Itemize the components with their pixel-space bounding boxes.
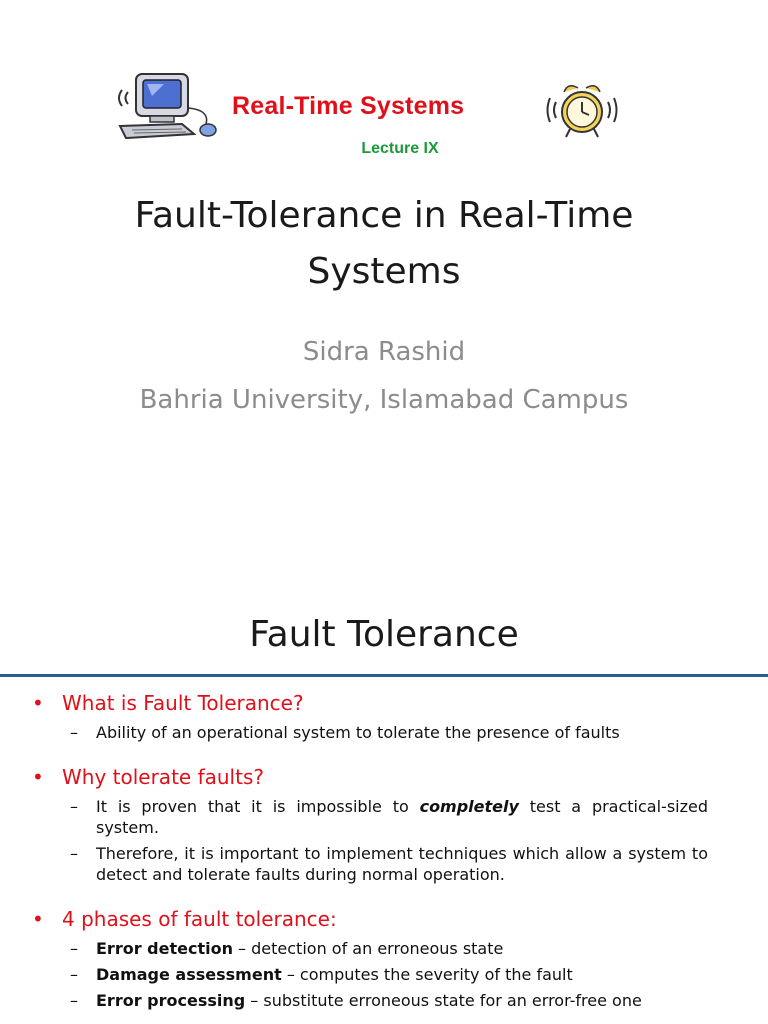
sub-bullet — [30, 938, 708, 959]
bullet-heading-text: Why tolerate faults? — [62, 765, 264, 789]
dash-marker: – — [70, 844, 78, 863]
sub-bullet — [30, 722, 708, 743]
emphasis-text: completely — [419, 797, 519, 816]
phase-term: Damage assessment — [96, 965, 282, 984]
course-banner-title: Real-Time Systems — [232, 92, 465, 120]
bullet-heading — [30, 762, 708, 792]
presentation-title: Fault-Tolerance in Real-Time Systems — [134, 195, 634, 292]
bullet-dot: • — [32, 691, 44, 715]
dash-marker: – — [70, 991, 78, 1010]
author-affiliation: Bahria University, Islamabad Campus — [139, 385, 629, 415]
dash-marker: – — [70, 723, 78, 742]
bullet-heading — [30, 904, 708, 934]
sub-bullet — [30, 796, 708, 838]
phase-description: – detection of an erroneous state — [232, 939, 504, 958]
dash-marker: – — [70, 965, 78, 984]
sub-bullet — [30, 964, 708, 985]
title-divider — [0, 674, 768, 677]
bullet-heading — [30, 688, 708, 718]
slide-title: Fault Tolerance — [249, 614, 519, 655]
bullet-dot: • — [32, 907, 44, 931]
fault-tolerance-slide — [0, 576, 768, 1024]
sub-bullet-text-pre: It is proven that it is impossible to — [96, 797, 420, 816]
sub-bullet-text: Ability of an operational system to tolerate the presence of faults — [96, 723, 620, 742]
phase-term: Error detection — [96, 939, 233, 958]
lecture-label: Lecture IX — [361, 140, 439, 157]
bullet-heading-text: 4 phases of fault tolerance: — [62, 907, 337, 931]
slide-content — [30, 688, 708, 1016]
bullet-heading-text: What is Fault Tolerance? — [62, 691, 304, 715]
phase-term: Error processing — [96, 991, 246, 1010]
sub-bullet — [30, 843, 708, 885]
computer-clipart-icon — [112, 68, 232, 144]
sub-bullet-text-post: test a practical-sized system. — [96, 797, 708, 837]
sub-bullet-text: Therefore, it is important to implement techniques which allow a system to detect and tolerate faults during normal operation. — [96, 844, 708, 884]
phase-description: – computes the severity of the fault — [281, 965, 573, 984]
alarm-clock-clipart-icon — [544, 80, 620, 142]
dash-marker: – — [70, 939, 78, 958]
author-name: Sidra Rashid — [302, 337, 466, 367]
sub-bullet — [30, 990, 708, 1011]
bullet-dot: • — [32, 765, 44, 789]
phase-description: – substitute erroneous state for an error-free one — [245, 991, 642, 1010]
dash-marker: – — [70, 797, 78, 816]
